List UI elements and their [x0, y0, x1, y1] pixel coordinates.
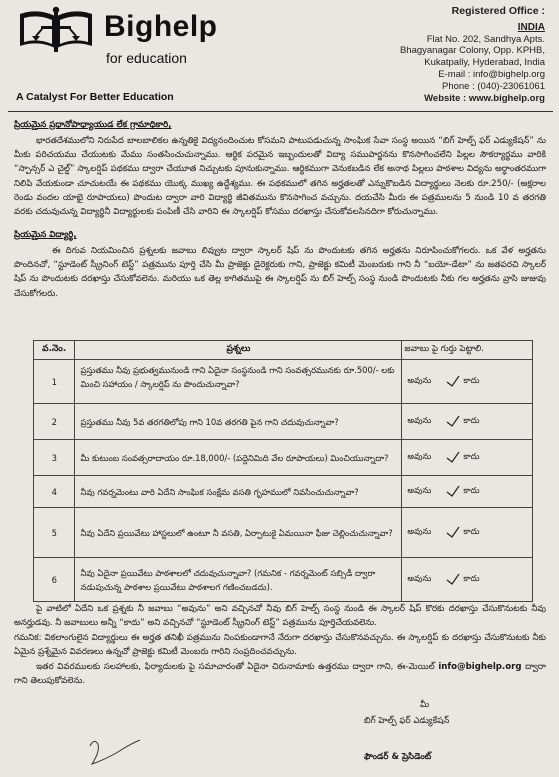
office-phone: Phone : (040)-23061061 [442, 80, 545, 92]
brand-name: Bighelp [104, 10, 218, 43]
answer-no-option[interactable] [453, 485, 479, 498]
office-country: INDIA [517, 21, 545, 33]
row-answer [402, 440, 533, 476]
salutation-student: ప్రియమైన విద్యార్థి, [14, 230, 77, 240]
answer-no-label: కాదు [463, 573, 480, 583]
row-answer [402, 508, 533, 558]
header-question: ప్రశ్నలు [75, 341, 402, 360]
registered-office [335, 6, 545, 104]
row-question: ప్రస్తుతము నీవు 5వ తరగతిలోపు గాని 10వ తరగతి పైన గాని చదువుచున్నావా? [75, 404, 402, 440]
office-address-line2: Bhagyanagar Colony, Opp. KPHB, [399, 45, 545, 57]
office-title: Registered Office : [451, 5, 545, 17]
answer-no-label: కాదు [463, 526, 480, 536]
answer-no-option[interactable] [453, 375, 479, 388]
row-question: నీవు ఏదేని ప్రయివేటు హాస్టలులో ఉంటూ నీ వసతి, ఏర్పాటుకై ఏమయినా ఫీజు చెల్లించుచున్నావా? [75, 508, 402, 558]
checkmark-icon [445, 374, 485, 388]
row-number: 1 [34, 360, 75, 404]
note-contact-prefix: ఇతర వివరములకు సలహాలకు, ఫిర్యాదులకు పై సమాచారంతో ఏదైనా చిరునామాకు ఉత్తరము ద్వారా గాని, ఈ-మెయిల్ [36, 662, 435, 672]
row-answer [402, 558, 533, 602]
table-row [34, 440, 533, 476]
answer-no-option[interactable] [453, 451, 479, 464]
note-contact-suffix: ద్వారా గాని తెలుపుకోవలెను. [14, 662, 546, 687]
closing-word: మీ [420, 700, 430, 710]
answer-no-label: కాదు [463, 451, 480, 461]
answer-yes-option[interactable]: అవును [407, 375, 432, 385]
office-address-line1: Flat No. 202, Sandhya Apts. [426, 33, 545, 45]
paragraph-intro: భారతదేశములోని నిరుపేద బాలబాలికల ఉన్నతికై విద్యనందించుట కోసమని పాటుపడుచున్న సాంఘిక సేవా సంస్థ అయిన “బిగ్ హెల్ప్ ఫర్ ఎడ్యుకేషన్” ను మీకు పరిచయము చేయుటకు మేము సంతసించుచున్నాము. ఆర్థిక పరమైన ఇబ్బందులతో విద్యా సముపార్జనను కొనసాగించలేని పిల్లల సౌకర్యార్థము వారికి “స్పాన్సర్ ఎ చైల్డ్” స్కాలర్షిప్ పథకము ద్వారా చేయూత నిచ్చుటకు పూనుకున్నాము. ఆర్థికముగా వెనుకబడిన లేక అనాథ పిల్లలు పాఠశాల విద్యను అర్ధాంతరముగా నిలిపి వేయకుండా చూచుటయే ఈ పథకము యొక్క ముఖ్య ఉద్దేశ్యము. ఈ పథకములో తగిన అర్హతలతో ఎన్నుకొబడిన విద్యార్థులు నెలకు రూ.250/- (అక్షరాల రెండు వందల యాభై రూపాయలు) పొందుట ద్వారా వారి విద్యార్థి జీవితమును కొనసాగించ వచ్చును. దయచేసి మీరు ఈ పత్రములను 5 నుండి 10 వ తరగతి వరకు చదువుచున్న విద్యార్థినీ విద్యార్థులకు పంపిణీ చేసి వారిని ఈ స్కాలర్షిప్ కోసము దరఖాస్తు చేసుకోవలసినదిగా కోరుచున్నాము. [14, 136, 546, 218]
office-website: Website : www.bighelp.org [424, 92, 545, 104]
paragraph-instructions: ఈ దిగువ నియమించిన ప్రశ్నలకు జవాబు లివ్వుట ద్వారా స్కాలర్ షిప్ ను పొందుటకు తగిన అర్హతను నిరూపించుకోగలరు. ఒక వేళ అర్హతను పొందినచో, “స్టూడెంట్ స్క్రీనింగ్ టెస్ట్” పత్రమును పూర్తి చేసి మీ ప్రాజెక్టు డైరెక్టరుకు గాని, ప్రాజెక్టు కమిటీ మెంబరుకు గాని నీ “బయో-డేటా” ను జతపరచి స్కాలర్ షిప్ ను పొందుటకు దరఖాస్తు చేసుకోవలెను. మరియు ఒక తెల్ల కాగితముపై ఈ స్కాలర్షిప్ ను బిగ్ హెల్ప్ సంస్థ నుండి పొందుటకు నీకు గల అర్హతను వ్రాసి జుజువు చేసుకోగలరు. [14, 246, 546, 299]
checkmark-icon [445, 450, 485, 464]
table-row [34, 558, 533, 602]
handwritten-signature-icon [84, 730, 144, 770]
answer-yes-option[interactable]: అవును [407, 415, 432, 425]
row-question: మీ కుటుంబ సంవత్సరాదాయం రూ.18,000/- (పద్దెనిమిది వేల రూపాయలు) మించియున్నాదా? [75, 440, 402, 476]
answer-yes-option[interactable]: అవును [407, 485, 432, 495]
row-number: 3 [34, 440, 75, 476]
note-ineligibility: పై వాటిలో ఏదేని ఒక ప్రశ్నకు నీ జవాబు “అవును” అని వచ్చినచో నీవు బిగ్ హెల్ప్ సంస్థ నుండి ఈ స్కాలర్ షిప్ కొరకు దరఖాస్తు చేసుకొనుటకు నీవు అనర్హుడవు. నీ జవాబులు అన్నీ “కాదు” అని వచ్చినచో “స్టూడెంట్ స్క్రీనింగ్ టెస్ట్” పత్రమును పూర్తిచేయవలెను. [14, 604, 546, 629]
row-answer [402, 360, 533, 404]
checkmark-icon [445, 484, 485, 498]
table-row [34, 404, 533, 440]
row-answer [402, 404, 533, 440]
row-number: 6 [34, 558, 75, 602]
header-answer: జవాబు పై గుర్తు పెట్టాలి. [402, 341, 533, 360]
answer-yes-option[interactable]: అవును [407, 451, 432, 461]
answer-yes-option[interactable]: అవును [407, 526, 432, 536]
contact-email-link[interactable]: info@bighelp.org [438, 662, 522, 672]
row-question: నీవు గవర్నమెంటు వారి ఏదేని సాంఘిక సంక్షేమ వసతి గృహములో నివసించుచున్నావా? [75, 476, 402, 508]
table-header-row [34, 341, 533, 360]
row-question: నీవు ఏదైనా ప్రయివేటు పాఠశాలలో చదువుచున్నావా? (గమనిక - గవర్నమెంట్ సబ్సిడీ ద్వారా నడుపుచున్న పాఠశాల ప్రయివేటు పాఠశాలగ గణించబడదు). [75, 558, 402, 602]
eligibility-table [33, 340, 533, 602]
row-answer [402, 476, 533, 508]
tagline: A Catalyst For Better Education [16, 91, 174, 103]
header-divider [8, 111, 553, 112]
answer-no-label: కాదు [463, 375, 480, 385]
signature-role: ఫౌండర్ & ప్రెసిడెంట్ [364, 752, 432, 762]
row-question: ప్రస్తుతము నీవు ప్రభుత్వమునుండి గాని ఏదైనా సంస్థనుండి గాని సంవత్సరమునకు రూ.500/- లకు మించి సహాయం / స్కాలర్షిప్ ను పొందుచున్నావా? [75, 360, 402, 404]
office-address-line3: Kukatpally, Hyderabad, India [424, 57, 545, 69]
checkmark-icon [445, 572, 485, 586]
signature-organization: బిగ్ హెల్ప్ ఫర్ ఎడ్యుకేషన్ [364, 716, 450, 726]
brand-subtitle: for education [106, 50, 187, 66]
note-disabled-students: గమనిక: వికలాంగులైన విద్యార్థులు ఈ అర్హత తనిఖీ పత్రమును నింపకుండాగానే నేరుగా దరఖాస్తు చేసుకొనవచ్చును. ఈ స్కాలర్షిప్ కు దరఖాస్తు చేసుకొనుటకు నీకు ఏమైన ప్రశ్నేమైన వివరణలు ఉన్నచో ప్రాజెక్టు కమిటీ మెంబరు గారిని సంప్రదించవచ్చును. [14, 633, 546, 658]
table-row [34, 508, 533, 558]
answer-no-option[interactable] [453, 526, 479, 539]
row-number: 5 [34, 508, 75, 558]
answer-no-option[interactable] [453, 415, 479, 428]
salutation-headmaster: ప్రియమైన ప్రధానోపాధ్యాయుడ లేక గ్రామాధికారి, [14, 120, 172, 130]
row-number: 4 [34, 476, 75, 508]
answer-yes-option[interactable]: అవును [407, 573, 432, 583]
header-serial: వ.నెం. [34, 341, 75, 360]
checkmark-icon [445, 525, 485, 539]
table-row [34, 476, 533, 508]
checkmark-icon [445, 414, 485, 428]
row-number: 2 [34, 404, 75, 440]
table-row [34, 360, 533, 404]
office-email: E-mail : info@bighelp.org [438, 68, 545, 80]
answer-no-option[interactable] [453, 573, 479, 586]
note-contact [14, 660, 546, 688]
book-logo-icon [16, 6, 96, 54]
answer-no-label: కాదు [463, 415, 480, 425]
answer-no-label: కాదు [463, 485, 480, 495]
